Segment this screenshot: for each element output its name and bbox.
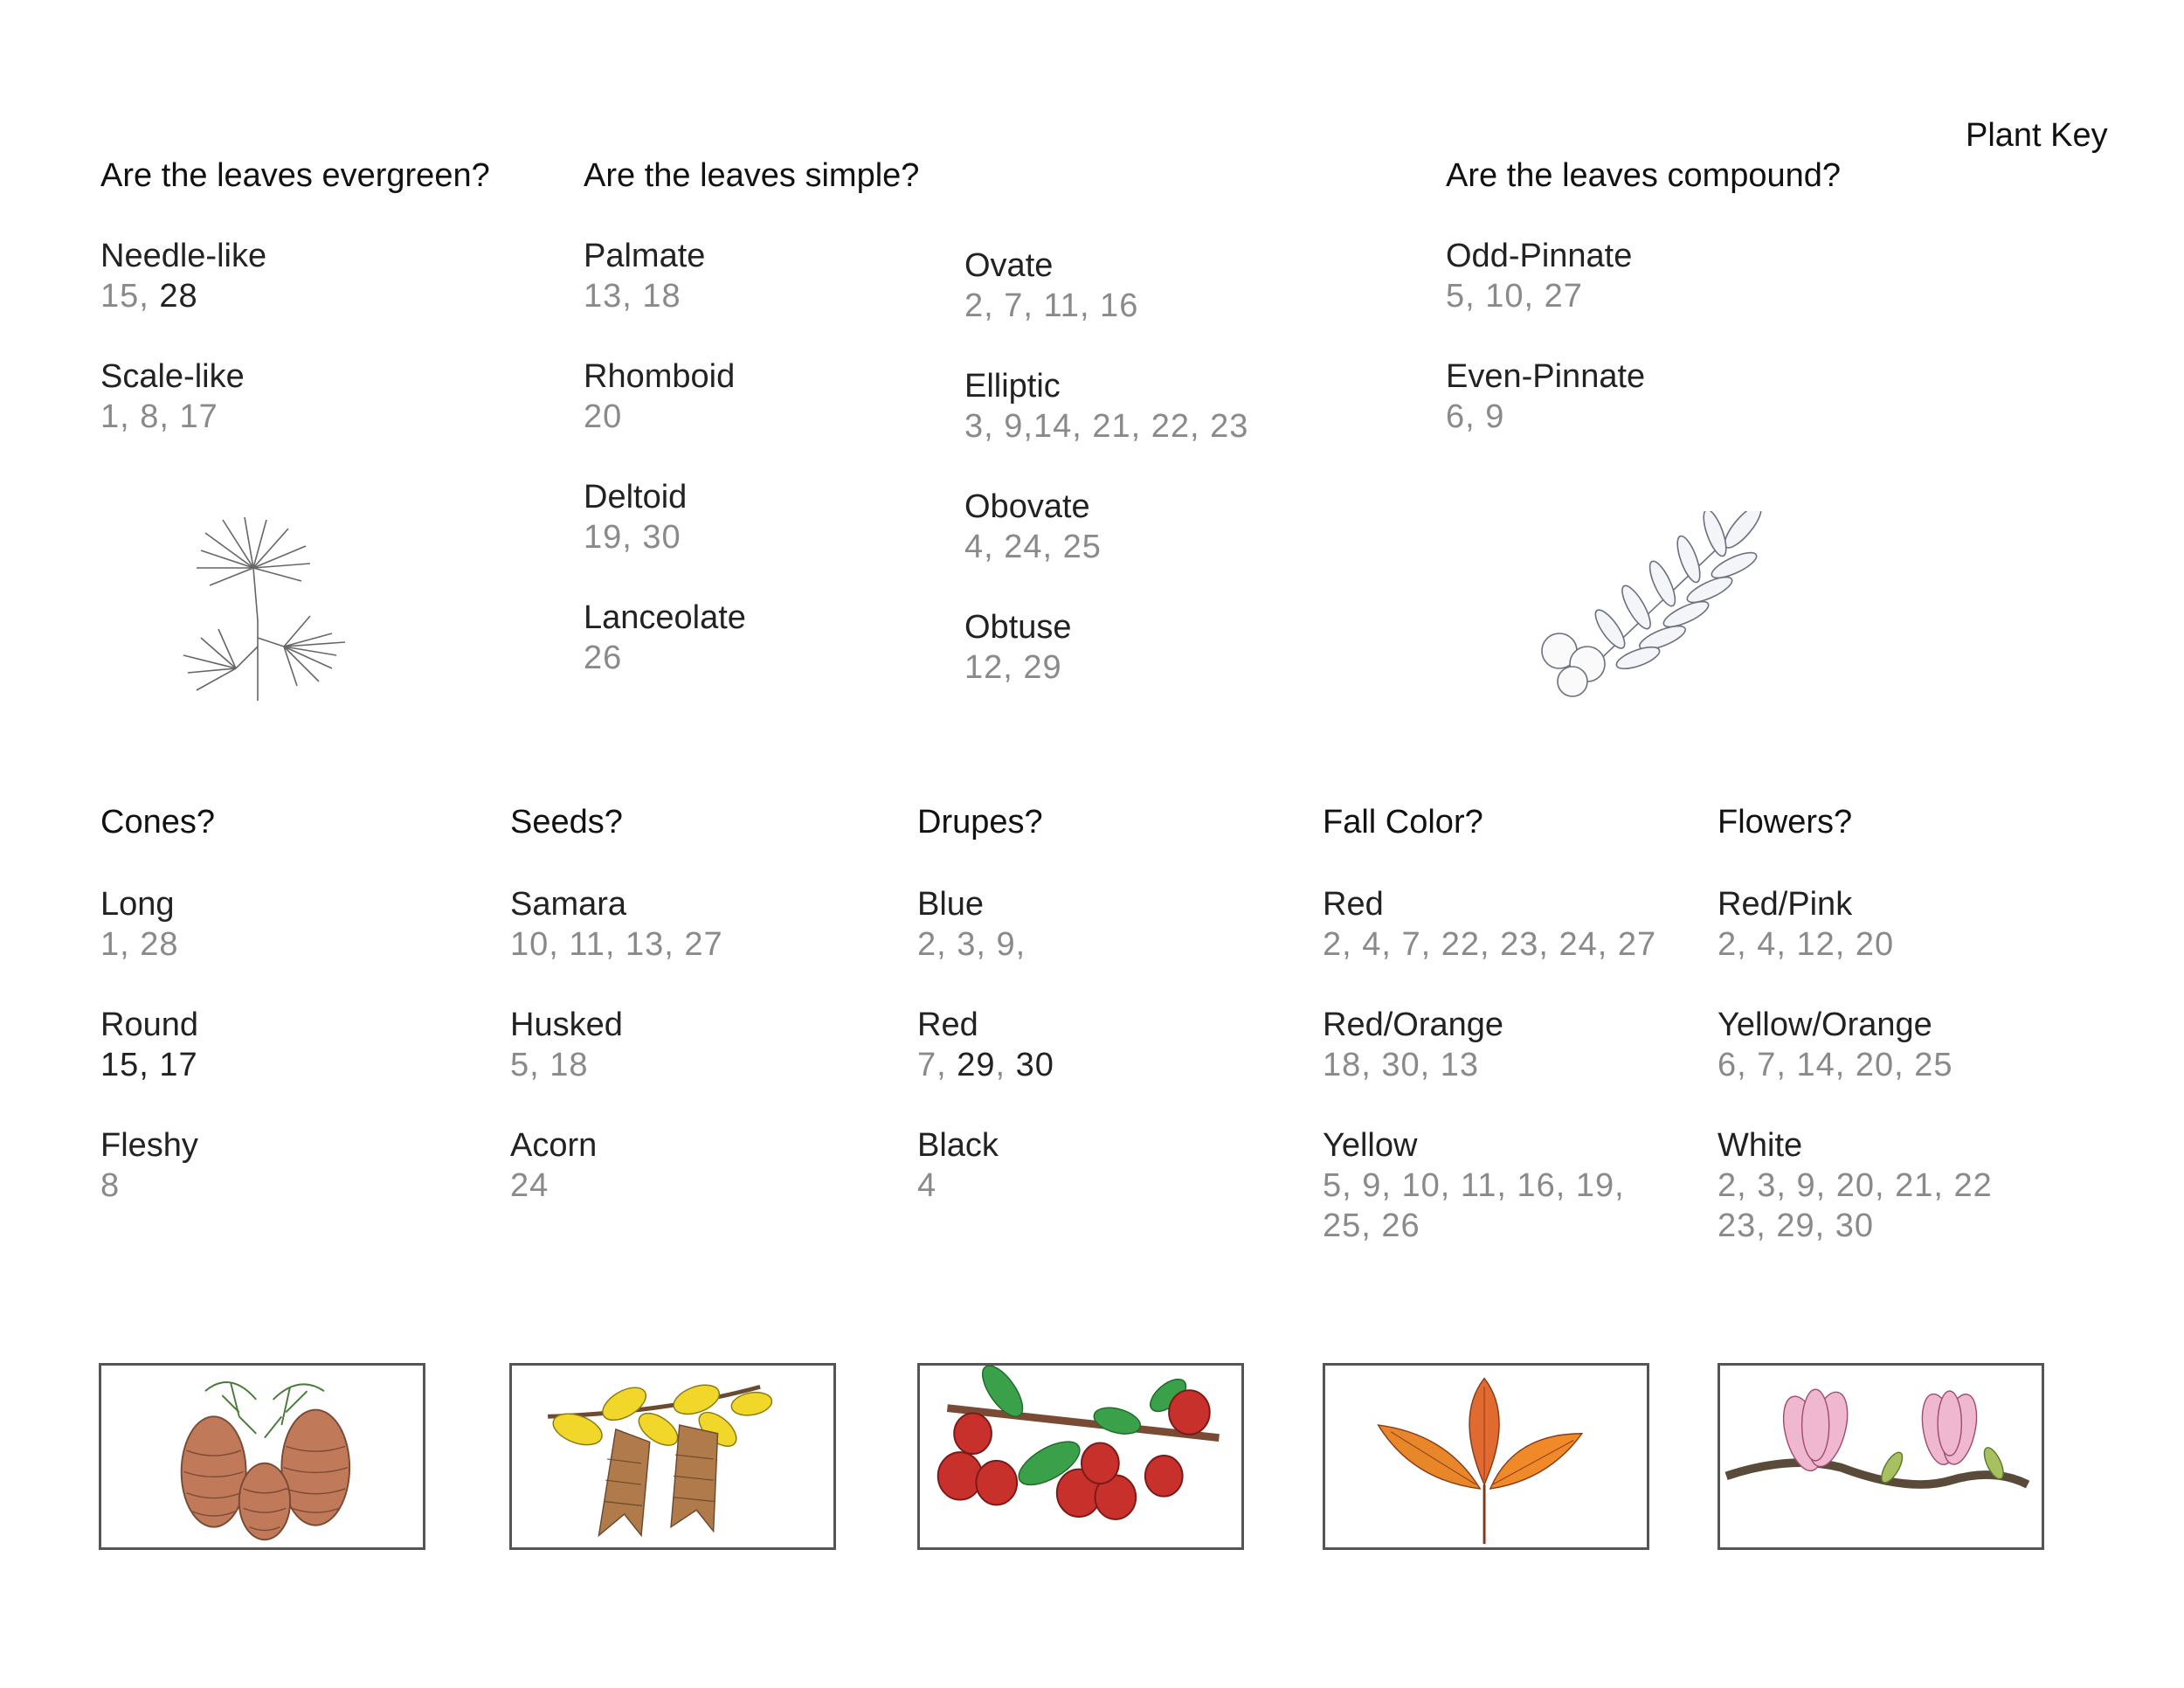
- plant-numbers: 1, 28: [100, 926, 179, 963]
- plant-numbers: 2, 3, 9, 20, 21, 22: [1717, 1167, 1993, 1204]
- category-label: Needle-like: [100, 238, 267, 274]
- simple-question: Are the leaves simple?: [584, 157, 920, 194]
- plant-numbers: 24: [510, 1167, 549, 1204]
- category-label: Long: [100, 886, 175, 923]
- seeds-question: Seeds?: [510, 804, 623, 841]
- cones-question: Cones?: [100, 804, 215, 841]
- page-title: Plant Key: [1966, 117, 2108, 154]
- evergreen-scale-like: [100, 356, 245, 437]
- plant-numbers: 2, 4, 7, 22, 23, 24, 27: [1323, 926, 1657, 963]
- category-label: Yellow: [1323, 1127, 1418, 1164]
- husked-seeds-image: [509, 1363, 836, 1550]
- seeds-husked: [510, 1005, 623, 1085]
- magnolia-flowers-image: [1717, 1363, 2044, 1550]
- simple-deltoid: [584, 477, 687, 557]
- plant-numbers: 2, 3, 9,: [917, 926, 1026, 963]
- seeds-samara: [510, 884, 723, 965]
- odd-pinnate-leaf-illustration: [1524, 511, 1769, 699]
- category-label: Acorn: [510, 1127, 598, 1164]
- cones-long: [100, 884, 179, 965]
- drupes-red: [917, 1005, 1054, 1085]
- category-label: Fleshy: [100, 1127, 198, 1164]
- category-label: Red: [1323, 886, 1384, 923]
- category-label: Obovate: [964, 488, 1090, 525]
- fall-red-orange: [1323, 1005, 1503, 1085]
- plant-numbers: 13, 18: [584, 278, 681, 315]
- cones-fleshy: [100, 1125, 198, 1206]
- flowers-red-pink: [1717, 884, 1894, 965]
- drupes-blue: [917, 884, 1026, 965]
- compound-question: Are the leaves compound?: [1446, 157, 1842, 194]
- simple-lanceolate: [584, 598, 746, 678]
- plant-numbers: 4: [917, 1167, 937, 1204]
- category-label: Elliptic: [964, 368, 1061, 405]
- simple-elliptic: [964, 366, 1248, 446]
- plant-numbers: 2, 4, 12, 20: [1717, 926, 1895, 963]
- plant-numbers: 15, 28: [100, 278, 198, 315]
- category-label: Blue: [917, 886, 985, 923]
- flowers-question: Flowers?: [1717, 804, 1853, 841]
- evergreen-needle-like: [100, 236, 266, 316]
- plant-numbers: 4, 24, 25: [964, 529, 1102, 565]
- plant-numbers: 7, 29, 30: [917, 1047, 1054, 1083]
- evergreen-question: Are the leaves evergreen?: [100, 157, 490, 194]
- plant-numbers: 3, 9,14, 21, 22, 23: [964, 408, 1249, 445]
- plant-numbers: 2, 7, 11, 16: [964, 287, 1139, 324]
- red-drupes-image: [917, 1363, 1244, 1550]
- plant-numbers: 19, 30: [584, 519, 681, 556]
- category-label: Red/Orange: [1323, 1007, 1504, 1043]
- plant-numbers: 15, 17: [100, 1047, 198, 1083]
- category-label: Scale-like: [100, 358, 245, 395]
- plant-numbers: 12, 29: [964, 649, 1062, 686]
- compound-odd-pinnate: [1446, 236, 1632, 316]
- pine-needles-illustration: [175, 515, 358, 703]
- fall-red: [1323, 884, 1656, 965]
- fall-yellow: [1323, 1125, 1625, 1246]
- simple-rhomboid: [584, 356, 735, 437]
- plant-numbers-continued: 25, 26: [1323, 1207, 1420, 1244]
- drupes-question: Drupes?: [917, 804, 1043, 841]
- flowers-yellow-orange: [1717, 1005, 1953, 1085]
- drupes-black: [917, 1125, 999, 1206]
- category-label: Red/Pink: [1717, 886, 1853, 923]
- simple-palmate: [584, 236, 705, 316]
- fall-color-question: Fall Color?: [1323, 804, 1483, 841]
- plant-numbers: 5, 10, 27: [1446, 278, 1583, 315]
- cones-round: [100, 1005, 198, 1085]
- plant-numbers: 20: [584, 398, 623, 435]
- category-label: Lanceolate: [584, 599, 746, 636]
- category-label: Obtuse: [964, 609, 1072, 646]
- plant-numbers-continued: 23, 29, 30: [1717, 1207, 1875, 1244]
- seeds-acorn: [510, 1125, 597, 1206]
- fall-leaves-image: [1323, 1363, 1649, 1550]
- category-label: Yellow/Orange: [1717, 1007, 1932, 1043]
- simple-ovate: [964, 246, 1138, 326]
- compound-even-pinnate: [1446, 356, 1645, 437]
- flowers-white: [1717, 1125, 1993, 1246]
- category-label: Husked: [510, 1007, 623, 1043]
- category-label: Round: [100, 1007, 198, 1043]
- plant-numbers: 6, 9: [1446, 398, 1505, 435]
- category-label: Black: [917, 1127, 999, 1164]
- category-label: Ovate: [964, 247, 1054, 284]
- plant-numbers: 18, 30, 13: [1323, 1047, 1480, 1083]
- category-label: Palmate: [584, 238, 706, 274]
- plant-numbers: 26: [584, 640, 623, 676]
- category-label: Odd-Pinnate: [1446, 238, 1633, 274]
- category-label: Rhomboid: [584, 358, 736, 395]
- category-label: Red: [917, 1007, 978, 1043]
- category-label: Samara: [510, 886, 627, 923]
- plant-numbers: 1, 8, 17: [100, 398, 218, 435]
- pine-cones-image: [99, 1363, 425, 1550]
- category-label: Deltoid: [584, 479, 688, 515]
- category-label: White: [1717, 1127, 1803, 1164]
- plant-numbers: 10, 11, 13, 27: [510, 926, 723, 963]
- plant-numbers: 5, 18: [510, 1047, 589, 1083]
- category-label: Even-Pinnate: [1446, 358, 1646, 395]
- plant-numbers: 8: [100, 1167, 121, 1204]
- simple-obovate: [964, 487, 1102, 567]
- plant-numbers: 6, 7, 14, 20, 25: [1717, 1047, 1953, 1083]
- simple-obtuse: [964, 607, 1072, 688]
- plant-numbers: 5, 9, 10, 11, 16, 19,: [1323, 1167, 1625, 1204]
